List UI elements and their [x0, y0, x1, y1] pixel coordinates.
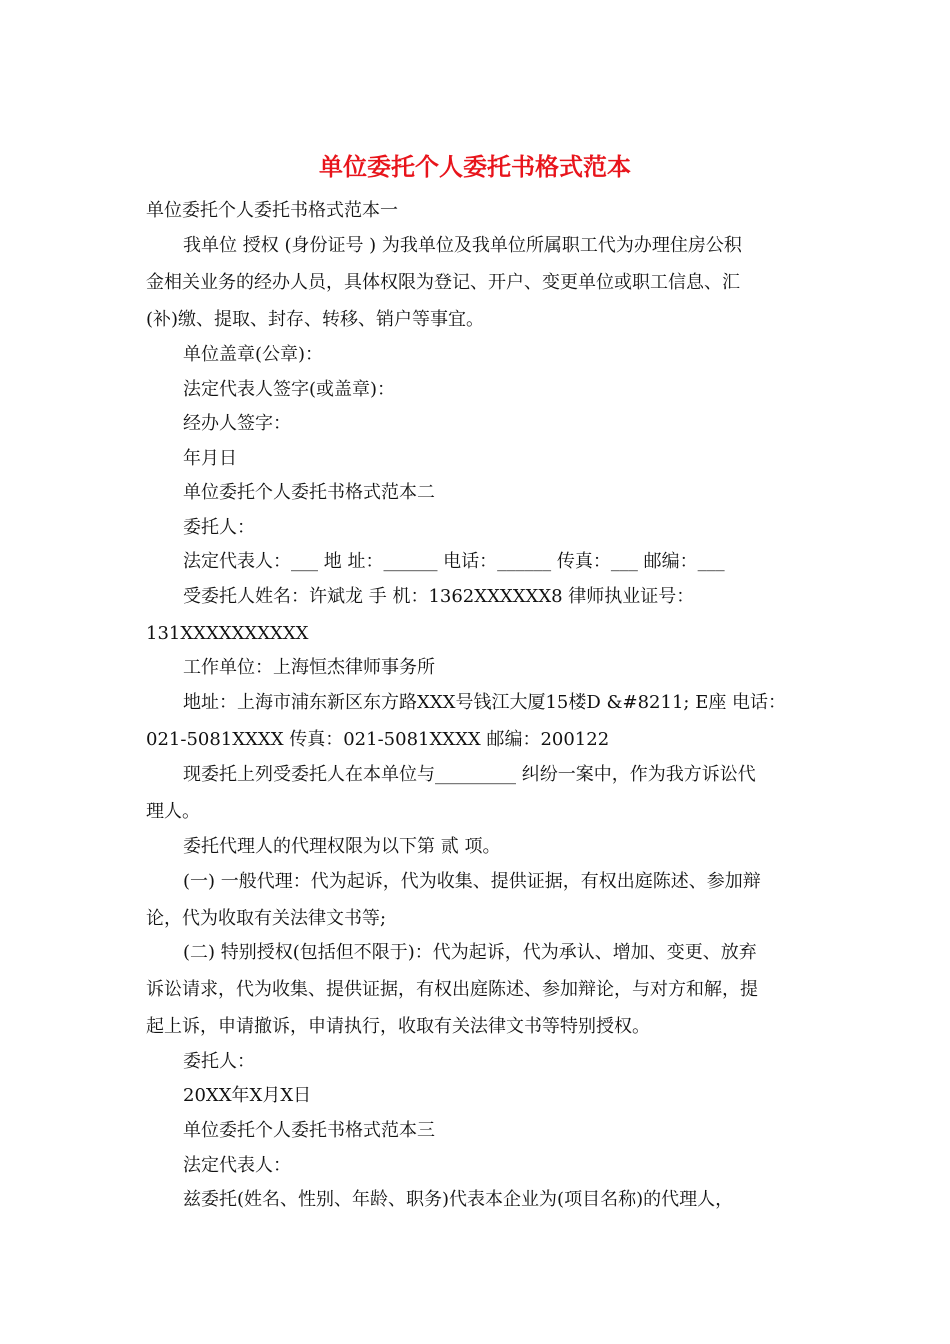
paragraph-line: 起上诉，申请撤诉，申请执行，收取有关法律文书等特别授权。 — [146, 1016, 650, 1037]
paragraph-line: 现委托上列受委托人在本单位与_________ 纠纷一案中，作为我方诉讼代 — [183, 764, 756, 785]
principal-signature-line: 委托人： — [183, 1051, 255, 1072]
paragraph-line: (补)缴、提取、封存、转移、销户等事宜。 — [146, 309, 485, 330]
license-number-line: 131XXXXXXXXXX — [146, 623, 309, 644]
workplace-line: 工作单位：上海恒杰律师事务所 — [183, 657, 435, 678]
legal-rep-info-line: 法定代表人：___ 地 址：______ 电话：______ 传真：___ 邮编：___ — [183, 551, 725, 572]
principal-line: 委托人： — [183, 517, 255, 538]
legal-rep-line: 法定代表人： — [183, 1155, 291, 1176]
paragraph-line: 金相关业务的经办人员，具体权限为登记、开户、变更单位或职工信息、汇 — [146, 272, 740, 293]
section-heading-2: 单位委托个人委托书格式范本二 — [183, 482, 435, 503]
paragraph-line: 我单位 授权 (身份证号 ) 为我单位及我单位所属职工代为办理住房公积 — [183, 235, 742, 256]
paragraph-line: 论，代为收取有关法律文书等; — [146, 908, 387, 929]
document-title: 单位委托个人委托书格式范本 — [319, 152, 631, 181]
date-line: 年月日 — [183, 448, 237, 469]
address-line: 地址：上海市浦东新区东方路XXX号钱江大厦15楼D &#8211; E座 电话： — [183, 692, 787, 713]
section-heading-3: 单位委托个人委托书格式范本三 — [183, 1120, 435, 1141]
handler-signature-line: 经办人签字： — [183, 413, 291, 434]
contact-line: 021-5081XXXX 传真：021-5081XXXX 邮编：200122 — [146, 729, 610, 750]
legal-rep-signature-line: 法定代表人签字(或盖章)： — [183, 379, 396, 400]
paragraph-line: (一) 一般代理：代为起诉，代为收集、提供证据，有权出庭陈述、参加辩 — [183, 871, 761, 892]
paragraph-line: 理人。 — [146, 801, 200, 822]
section-heading-1: 单位委托个人委托书格式范本一 — [146, 200, 398, 221]
paragraph-line: 兹委托(姓名、性别、年龄、职务)代表本企业为(项目名称)的代理人， — [183, 1189, 734, 1210]
seal-line: 单位盖章(公章)： — [183, 344, 324, 365]
paragraph-line: 委托代理人的代理权限为以下第 贰 项。 — [183, 836, 501, 857]
date-line: 20XX年X月X日 — [183, 1085, 312, 1106]
paragraph-line: 诉讼请求，代为收集、提供证据，有权出庭陈述、参加辩论，与对方和解，提 — [146, 979, 758, 1000]
paragraph-line: (二) 特别授权(包括但不限于)：代为起诉，代为承认、增加、变更、放弃 — [183, 942, 757, 963]
agent-info-line: 受委托人姓名：许斌龙 手 机：1362XXXXXX8 律师执业证号： — [183, 586, 695, 607]
